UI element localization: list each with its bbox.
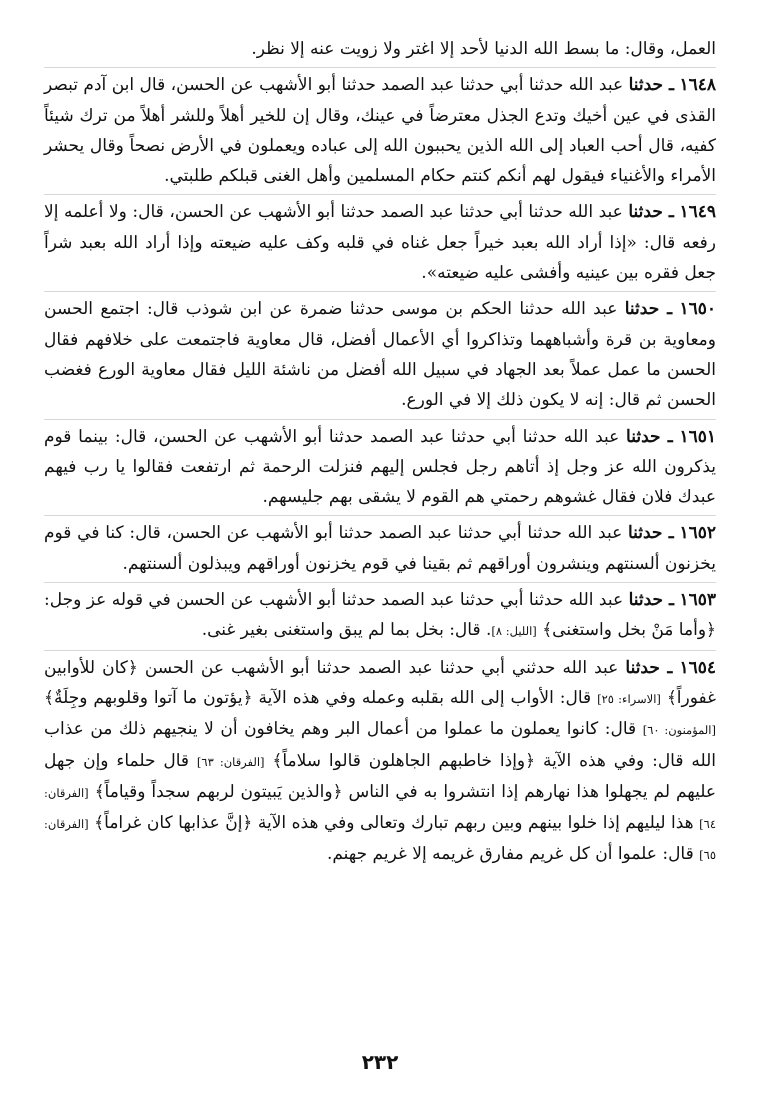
hadith-opening-word: حدثنا	[628, 590, 664, 611]
hadith-text: عبد الله حدثنا أبي حدثنا عبد الصمد حدثنا أبو الأشهب عن الحسن في قوله عز وجل: ﴿وأما مَنْ بخل واستغنى﴾	[44, 590, 716, 641]
hadith-number: ١٦٥٣	[679, 590, 717, 611]
hadith-opening-word: حدثنا	[626, 426, 661, 447]
quran-reference: [الفرقان: ٦٥]	[44, 817, 716, 863]
quran-reference: [الاسراء: ٢٥]	[597, 691, 661, 706]
page-number: ٢٣٢	[361, 1050, 399, 1074]
hadith-entry: ١٦٥٣ ـ حدثنا عبد الله حدثنا أبي حدثنا عبد الصمد حدثنا أبو الأشهب عن الحسن في قوله عز وجل: ﴿وأما مَنْ بخل واستغنى﴾ [الليل: ٨]. قال: بخل بما لم يبق واستغنى بغير غنى.	[44, 582, 716, 647]
hadith-number: ١٦٥٤	[679, 657, 716, 678]
hadith-opening-word: حدثنا	[627, 523, 663, 544]
hadith-entry: ١٦٥٠ ـ حدثنا عبد الله حدثنا الحكم بن موسى حدثنا ضمرة عن ابن شوذب قال: اجتمع الحسن ومعاوية بن قرة وأشباههما وتذاكروا أي الأعمال أفضل، قال معاوية فاجتمعت على خلافهم فقال الحسن ما عمل عملاً بعد الجهاد في سبيل الله أفضل من ناشئة الليل فقال معاوية الورع فغضب الحسن ثم قال: إنه لا يكون ذلك إلا في الورع.	[44, 291, 716, 415]
hadith-text: هذا ليليهم إذا خلوا بينهم وبين ربهم تبارك وتعالى وفي هذه الآية ﴿إنَّ عذابها كان غراماً﴾	[88, 813, 700, 834]
quran-reference: [المؤمنون: ٦٠]	[642, 723, 716, 738]
hadith-text: قال: علموا أن كل غريم مفارق غريمه إلا غريم جهنم.	[326, 844, 700, 865]
hadith-opening-word: حدثنا	[625, 657, 660, 678]
hadith-number: ١٦٥٢	[679, 523, 716, 544]
opening-paragraph	[44, 34, 716, 64]
hadith-text: قال حلماء وإن جهل عليهم لم يجهلوا هذا نهارهم إذا انتشروا به في الناس ﴿والذين يَبيتون لربهم سجداً وقياماً﴾	[44, 750, 716, 802]
hadith-text: عبد الله حدثنا أبي حدثنا عبد الصمد حدثنا أبو الأشهب عن الحسن، قال: ولا أعلمه إلا رفعه قال: «إذا أراد الله بعبد خيراً جعل غناه في قلبه وكف عليه ضيعته وإذا أراد الله بعبد شراً جعل فقره بين عينيه وأفشى عليه ضيعته».	[44, 202, 716, 284]
hadith-opening-word: حدثنا	[628, 75, 664, 96]
hadith-text: عبد الله حدثنا أبي حدثنا عبد الصمد حدثنا أبو الأشهب عن الحسن، قال: كنا في قوم يخزنون ألسنتهم وينشرون أوراقهم ثم بقينا في قوم يخزنون أوراقهم ويبذلون ألسنتهم.	[44, 523, 716, 574]
opening-text: العمل، وقال: ما بسط الله الدنيا لأحد إلا اغتر ولا زويت عنه إلا نظر.	[251, 39, 716, 59]
hadith-number: ١٦٥٠	[679, 299, 717, 320]
hadith-number: ١٦٥١	[679, 426, 716, 447]
quran-reference: [الفرقان: ٦٤]	[44, 785, 716, 832]
page-body	[44, 34, 716, 871]
hadith-number: ١٦٤٩	[679, 202, 716, 223]
hadith-entry: ١٦٥١ ـ حدثنا عبد الله حدثنا أبي حدثنا عبد الصمد حدثنا أبو الأشهب عن الحسن، قال: بينما قوم يذكرون الله عز وجل إذ أتاهم رجل فجلس إليهم فنزلت الرحمة ثم ارتفعت فقالوا يا رب فيهم عبدك فلان فقال غشوهم رحمتي هم القوم لا يشقى بهم جليسهم.	[44, 419, 716, 513]
hadith-text: عبد الله حدثنا الحكم بن موسى حدثنا ضمرة عن ابن شوذب قال: اجتمع الحسن ومعاوية بن قرة وأشباههما وتذاكروا أي الأعمال أفضل، قال معاوية فاجتمعت على خلافهم فقال الحسن ما عمل عملاً بعد الجهاد في سبيل الله أفضل من ناشئة الليل فقال معاوية الورع فغضب الحسن ثم قال: إنه لا يكون ذلك إلا في الورع.	[44, 299, 716, 411]
hadith-entry: ١٦٤٨ ـ حدثنا عبد الله حدثنا أبي حدثنا عبد الصمد حدثنا أبو الأشهب عن الحسن، قال ابن آدم تبصر القذى في عين أخيك وتدع الجذل معترضاً في عينك، وقال إن للخير أهلاً وللشر أهلاً من ترك شيئاً كفيه، قال أحب العباد إلى الله الذين يحببون الله إلى عباده ويعملون في الأرض نصحاً وقال يحشر الأمراء والأغنياء فيقول لهم أنكم كنتم حكام المسلمين وأهل الغنى قبلكم طلبتي.	[44, 67, 716, 191]
hadith-entry: ١٦٥٢ ـ حدثنا عبد الله حدثنا أبي حدثنا عبد الصمد حدثنا أبو الأشهب عن الحسن، قال: كنا في قوم يخزنون ألسنتهم وينشرون أوراقهم ثم بقينا في قوم يخزنون أوراقهم ويبذلون ألسنتهم.	[44, 515, 716, 579]
hadith-entry: ١٦٥٤ ـ حدثنا عبد الله حدثني أبي حدثنا عبد الصمد حدثنا أبو الأشهب عن الحسن ﴿كان للأوابين غفوراً﴾ [الاسراء: ٢٥] قال: الأواب إلى الله بقلبه وعمله وفي هذه الآية ﴿يؤتون ما آتوا وقلوبهم وجِلَةٌ﴾ [المؤمنون: ٦٠] قال: كانوا يعملون ما عملوا من أعمال البر وهم يخافون أن لا ينجيهم ذلك من عذاب الله قال: وفي هذه الآية ﴿وإذا خاطبهم الجاهلون قالوا سلاماً﴾ [الفرقان: ٦٣] قال حلماء وإن جهل عليهم لم يجهلوا هذا نهارهم إذا انتشروا به في الناس ﴿والذين يَبيتون لربهم سجداً وقياماً﴾ [الفرقان: ٦٤] هذا ليليهم إذا خلوا بينهم وبين ربهم تبارك وتعالى وفي هذه الآية ﴿إنَّ عذابها كان غراماً﴾ [الفرقان: ٦٥] قال: علموا أن كل غريم مفارق غريمه إلا غريم جهنم.	[44, 650, 716, 871]
quran-reference: [الفرقان: ٦٣]	[196, 754, 265, 769]
hadith-text: قال: الأواب إلى الله بقلبه وعمله وفي هذه الآية ﴿يؤتون ما آتوا وقلوبهم وجِلَةٌ﴾	[44, 687, 598, 708]
hadith-opening-word: حدثنا	[628, 202, 663, 223]
hadith-entry: ١٦٤٩ ـ حدثنا عبد الله حدثنا أبي حدثنا عبد الصمد حدثنا أبو الأشهب عن الحسن، قال: ولا أعلمه إلا رفعه قال: «إذا أراد الله بعبد خيراً جعل غناه في قلبه وكف عليه ضيعته وإذا أراد الله بعبد شراً جعل فقره بين عينيه وأفشى عليه ضيعته».	[44, 194, 716, 288]
quran-reference: [الليل: ٨]	[491, 624, 537, 639]
hadith-text: عبد الله حدثني أبي حدثنا عبد الصمد حدثنا أبو الأشهب عن الحسن ﴿كان للأوابين غفوراً﴾	[44, 657, 716, 708]
hadith-number: ١٦٤٨	[679, 75, 717, 96]
hadith-opening-word: حدثنا	[624, 299, 660, 320]
hadith-text: قال: كانوا يعملون ما عملوا من أعمال البر وهم يخافون أن لا ينجيهم ذلك من عذاب الله قال: وفي هذه الآية ﴿وإذا خاطبهم الجاهلون قالوا سلاماً﴾	[44, 719, 716, 771]
hadith-text: عبد الله حدثنا أبي حدثنا عبد الصمد حدثنا أبو الأشهب عن الحسن، قال: بينما قوم يذكرون الله عز وجل إذ أتاهم رجل فجلس إليهم فنزلت الرحمة ثم ارتفعت فقالوا يا رب فيهم عبدك فلان فقال غشوهم رحمتي هم القوم لا يشقى بهم جليسهم.	[44, 426, 716, 508]
hadith-text: عبد الله حدثنا أبي حدثنا عبد الصمد حدثنا أبو الأشهب عن الحسن، قال ابن آدم تبصر القذى في عين أخيك وتدع الجذل معترضاً في عينك، وقال إن للخير أهلاً وللشر أهلاً من ترك شيئاً كفيه، قال أحب العباد إلى الله الذين يحببون الله إلى عباده ويعملون في الأرض نصحاً وقال يحشر الأمراء والأغنياء فيقول لهم أنكم كنتم حكام المسلمين وأهل الغنى قبلكم طلبتي.	[44, 75, 716, 187]
hadith-text: . قال: بخل بما لم يبق واستغنى بغير غنى.	[201, 620, 492, 641]
